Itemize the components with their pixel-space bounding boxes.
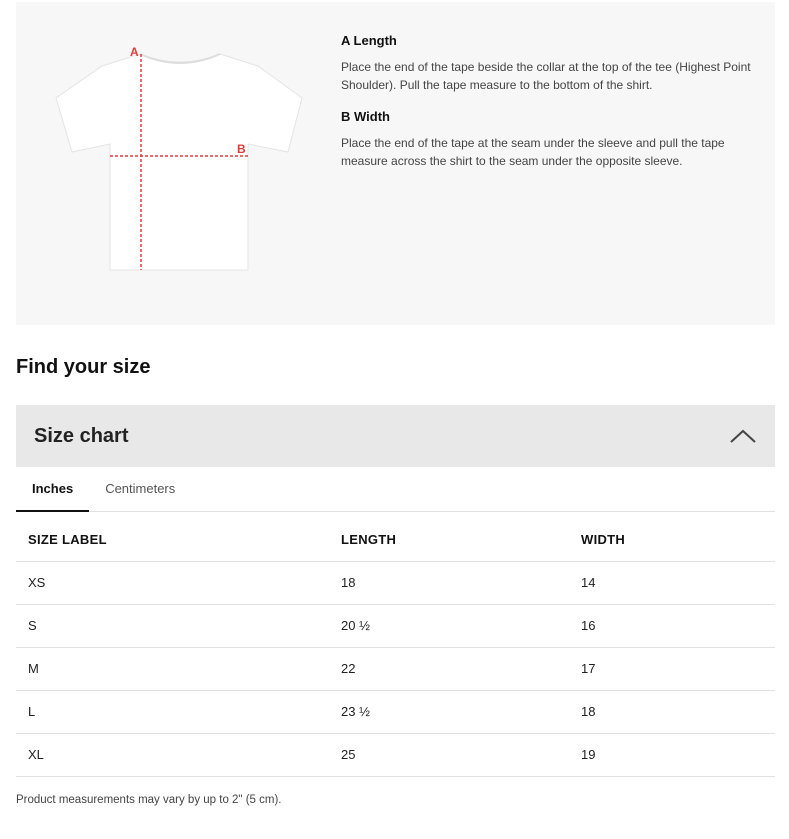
tab-inches[interactable]: Inches (16, 468, 89, 512)
width-cell: 19 (569, 733, 775, 776)
size-label-cell: XS (16, 561, 329, 604)
measurement-length-title: A Length (341, 33, 397, 48)
length-cell: 23 ½ (329, 690, 569, 733)
measurement-width-title: B Width (341, 109, 390, 124)
find-size-heading: Find your size (16, 356, 151, 378)
measurement-length (341, 32, 751, 94)
size-chart-accordion-header[interactable] (16, 405, 775, 467)
column-header-width: WIDTH (569, 518, 775, 561)
measurement-guide-panel (16, 2, 775, 325)
table-row (16, 690, 775, 733)
size-label-cell: L (16, 690, 329, 733)
table-row (16, 647, 775, 690)
width-cell: 14 (569, 561, 775, 604)
column-header-length: LENGTH (329, 518, 569, 561)
table-header-row (16, 518, 775, 561)
length-cell: 18 (329, 561, 569, 604)
chevron-up-icon[interactable] (729, 426, 757, 446)
table-row (16, 604, 775, 647)
length-cell: 22 (329, 647, 569, 690)
marker-a: A (130, 45, 139, 59)
size-chart-title: Size chart (34, 424, 129, 447)
unit-tabs (16, 468, 775, 512)
measurement-disclaimer: Product measurements may vary by up to 2" (5 cm). (16, 794, 282, 806)
measurement-width (341, 108, 751, 170)
width-cell: 17 (569, 647, 775, 690)
tshirt-shape (56, 54, 302, 270)
table-row (16, 733, 775, 776)
tab-centimeters[interactable]: Centimeters (105, 481, 176, 496)
size-label-cell: XL (16, 733, 329, 776)
size-label-cell: S (16, 604, 329, 647)
column-header-size-label: SIZE LABEL (16, 518, 329, 561)
measurement-instructions (341, 32, 751, 184)
width-cell: 18 (569, 690, 775, 733)
width-cell: 16 (569, 604, 775, 647)
length-cell: 20 ½ (329, 604, 569, 647)
size-label-cell: M (16, 647, 329, 690)
length-cell: 25 (329, 733, 569, 776)
size-table (16, 518, 775, 777)
table-row (16, 561, 775, 604)
marker-b: B (237, 142, 246, 156)
measurement-length-description: Place the end of the tape beside the collar at the top of the tee (Highest Point Shoulder). Pull the tape measure to the bottom of the shirt. (341, 60, 751, 92)
measurement-width-description: Place the end of the tape at the seam under the sleeve and pull the tape measure across the shirt to the seam under the opposite sleeve. (341, 136, 725, 168)
tshirt-diagram (52, 40, 308, 276)
